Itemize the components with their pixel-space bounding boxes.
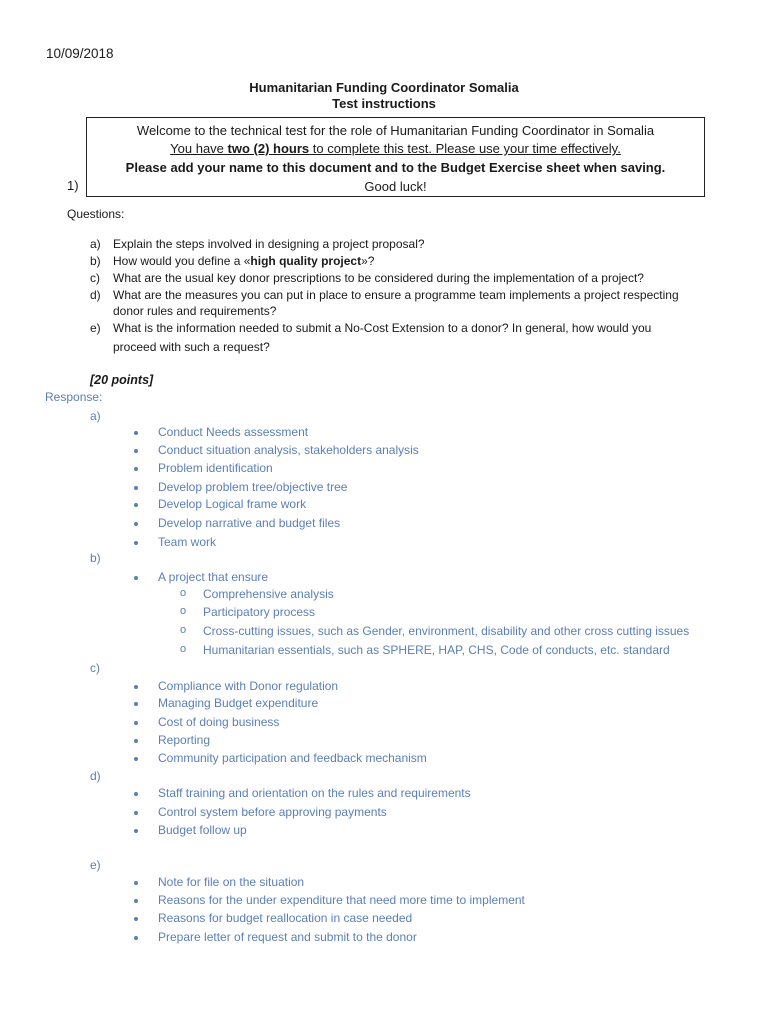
response-section-c: c) (90, 661, 100, 675)
question-label: b) (90, 254, 101, 268)
question-label: c) (90, 271, 100, 285)
bullet-icon (134, 431, 138, 435)
sub-list-item-text: Humanitarian essentials, such as SPHERE, HAP, CHS, Code of conducts, etc. standard (203, 643, 670, 657)
list-item-text: Conduct situation analysis, stakeholders analysis (158, 443, 419, 457)
bullet-icon (134, 685, 138, 689)
bullet-icon (134, 486, 138, 490)
question-text: Explain the steps involved in designing a project proposal? (113, 237, 425, 251)
question-label: e) (90, 321, 101, 335)
question-text: What is the information needed to submit a No-Cost Extension to a donor? In general, how would you (113, 321, 652, 335)
question-text: What are the usual key donor prescriptions to be considered during the implementation of a project? (113, 271, 644, 285)
questions-label: Questions: (67, 207, 125, 221)
bullet-icon (134, 721, 138, 725)
instructions-time (87, 141, 704, 156)
document-title: Humanitarian Funding Coordinator Somalia (249, 80, 519, 95)
list-item-text: Reporting (158, 733, 211, 747)
question-text-post: »? (361, 254, 375, 268)
list-item-text: Staff training and orientation on the rules and requirements (158, 786, 471, 800)
bullet-icon (134, 917, 138, 921)
list-item-text: Control system before approving payments (158, 805, 387, 819)
bullet-icon (134, 541, 138, 545)
instructions-time-pre: You have (170, 141, 228, 156)
document-date: 10/09/2018 (46, 46, 114, 61)
list-item-text: Compliance with Donor regulation (158, 679, 339, 693)
list-item-text: Cost of doing business (158, 715, 280, 729)
list-item-text: Problem identification (158, 461, 273, 475)
bullet-icon (134, 576, 138, 580)
question-text: What are the measures you can put in place to ensure a programme team implements a project respecting (113, 288, 679, 302)
instructions-welcome: Welcome to the technical test for the role of Humanitarian Funding Coordinator in Somalia (136, 123, 655, 138)
list-item-text: Team work (158, 535, 217, 549)
bullet-icon (134, 881, 138, 885)
list-item-text: Community participation and feedback mechanism (158, 751, 427, 765)
points-label: [20 points] (90, 373, 154, 387)
question-text-bold: high quality project (250, 254, 362, 268)
list-item-text: Note for file on the situation (158, 875, 305, 889)
question-label: d) (90, 288, 101, 302)
list-item-text: A project that ensure (158, 570, 269, 584)
bullet-icon (134, 702, 138, 706)
instructions-save-note: Please add your name to this document and to the Budget Exercise sheet when saving. (125, 160, 666, 175)
question-text-cont: donor rules and requirements? (113, 304, 277, 318)
bullet-icon (134, 899, 138, 903)
bullet-icon (134, 811, 138, 815)
bullet-icon (134, 936, 138, 940)
circle-bullet-icon: o (180, 624, 187, 636)
response-section-d: d) (90, 769, 101, 783)
question-text-pre: How would you define a « (113, 254, 251, 268)
sub-list-item-text: Comprehensive analysis (203, 587, 334, 601)
bullet-icon (134, 739, 138, 743)
response-label: Response: (45, 390, 103, 404)
list-item-text: Budget follow up (158, 823, 247, 837)
question-text-cont: proceed with such a request? (113, 340, 270, 354)
bullet-icon (134, 829, 138, 833)
circle-bullet-icon: o (180, 587, 187, 599)
sub-list-item-text: Participatory process (203, 605, 316, 619)
response-section-a: a) (90, 409, 101, 423)
instructions-good-luck: Good luck! (364, 179, 427, 194)
bullet-icon (134, 792, 138, 796)
response-section-b: b) (90, 551, 101, 565)
response-section-e: e) (90, 858, 101, 872)
instructions-time-bold: two (2) hours (227, 141, 310, 156)
question-number: 1) (67, 178, 79, 193)
list-item-text: Conduct Needs assessment (158, 425, 309, 439)
list-item-text: Develop narrative and budget files (158, 516, 341, 530)
bullet-icon (134, 757, 138, 761)
list-item-text: Managing Budget expenditure (158, 696, 319, 710)
bullet-icon (134, 503, 138, 507)
list-item-text: Develop problem tree/objective tree (158, 480, 348, 494)
bullet-icon (134, 522, 138, 526)
list-item-text: Prepare letter of request and submit to the donor (158, 930, 417, 944)
circle-bullet-icon: o (180, 605, 187, 617)
question-label: a) (90, 237, 101, 251)
instructions-box (86, 117, 705, 197)
circle-bullet-icon: o (180, 643, 187, 655)
list-item-text: Reasons for budget reallocation in case needed (158, 911, 413, 925)
instructions-time-post: to complete this test. Please use your time effectively. (309, 141, 621, 156)
list-item-text: Develop Logical frame work (158, 497, 307, 511)
list-item-text: Reasons for the under expenditure that need more time to implement (158, 893, 525, 907)
question-text (113, 253, 713, 269)
bullet-icon (134, 467, 138, 471)
sub-list-item-text: Cross-cutting issues, such as Gender, environment, disability and other cross cutting issues (203, 624, 690, 638)
document-subtitle: Test instructions (332, 96, 436, 111)
bullet-icon (134, 449, 138, 453)
